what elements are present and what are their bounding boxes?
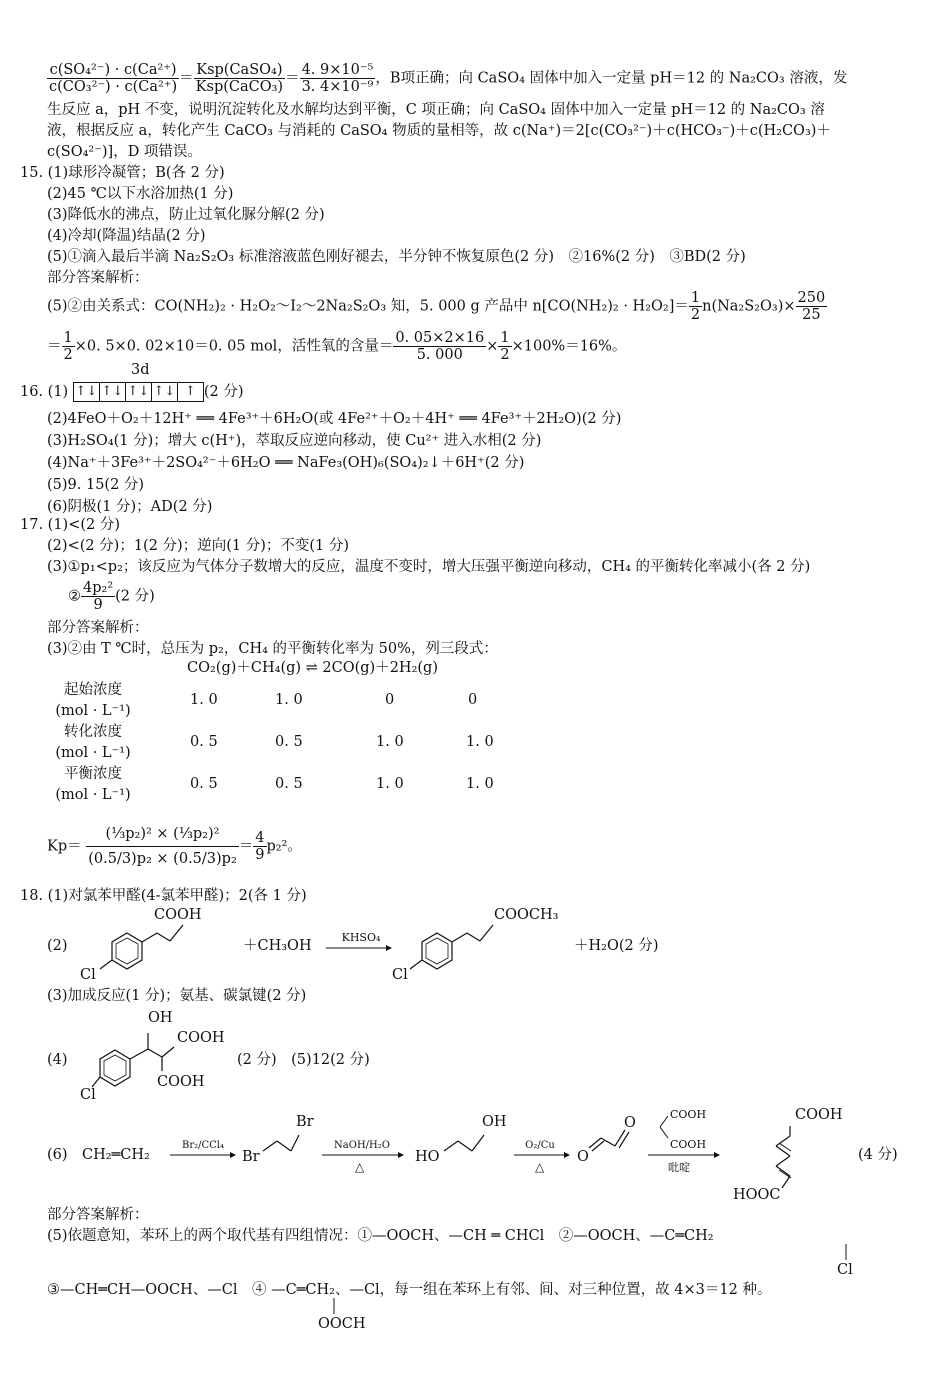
cell: 1. 0 — [376, 734, 404, 750]
q17-analysis-line: (3)②由 T ℃时，总压为 p₂，CH₄ 的平衡转化率为 50%，列三段式： — [47, 641, 498, 657]
oh-label: OH — [148, 1010, 173, 1026]
q18-line-3: (3)加成反应(1 分)；氨基、碳氯键(2 分) — [47, 988, 307, 1004]
q16-line-2: (2)4FeO＋O₂＋12H⁺ ══ 4Fe³⁺＋6H₂O(或 4Fe²⁺＋O₂＋4H⁺ ══ 4Fe³⁺＋2H₂O)(2 分) — [47, 411, 622, 427]
q18-part4-tail: (2 分) (5)12(2 分) — [237, 1052, 370, 1068]
q18-line-1: 18. (1)对氯苯甲醛(4-氯苯甲醛)；2(各 1 分) — [20, 888, 307, 904]
kp-expression: Kp＝ $\frac{\text{(⅓p₂)² × (⅓p₂)²}}{\text{(0.5/3)p₂ × (0.5/3)p₂}}$ ＝ $\frac{4}{9}$ p₂²。 — [47, 822, 302, 871]
q16-line-3: (3)H₂SO₄(1 分)；增大 c(H⁺)，萃取反应逆向移动，使 Cu²⁺ 进入水相(2 分) — [47, 433, 542, 449]
q14-line-1: $\frac{\text{c(SO₄²⁻) · c(Ca²⁺)}}{\text{c(CO₃²⁻) · c(Ca²⁺)}}$ ＝ $\frac{\text{Ksp(CaSO₄)}}{\text{Ksp(CaCO₃)}}$ ＝ $\frac{\text{4. 9×10⁻⁵}}{\text{3. 4×10⁻⁹}}$ ，B项正确；向 CaSO₄ 固体中加入一定量 pH＝12 的 Na₂CO₃ 溶液，发 — [49, 62, 848, 95]
methanol-reagent: ＋CH₃OH — [243, 938, 312, 954]
q16-line-4: (4)Na⁺＋3Fe³⁺＋2SO₄²⁻＋6H₂O ══ NaFe₃(OH)₆(SO₄)₂↓＋6H⁺(2 分) — [47, 455, 525, 471]
reaction-equation: CO₂(g)＋CH₄(g) ⇌ 2CO(g)＋2H₂(g) — [187, 660, 438, 676]
malonic-cooh-label: COOH — [670, 1108, 707, 1121]
ethylene: CH₂═CH₂ — [82, 1147, 150, 1163]
reaction-arrow — [326, 944, 392, 952]
heat-symbol: △ — [355, 1160, 365, 1174]
q14-line-2: 生反应 a，pH 不变，说明沉淀转化及水解均达到平衡，C 项正确；向 CaSO₄ 固体中加入一定量 pH＝12 的 Na₂CO₃ 溶 — [47, 102, 825, 118]
cell: 0. 5 — [275, 734, 303, 750]
row-label-change: 转化浓度 (mol · L⁻¹) — [55, 724, 131, 761]
cell: 0 — [468, 692, 478, 708]
q17-line-1: 17. (1)<(2 分) — [20, 517, 121, 533]
o-label: O — [624, 1115, 636, 1131]
q15-line-5: (5)①滴入最后半滴 Na₂S₂O₃ 标准溶液蓝色刚好褪去，半分钟不恢复原色(2 分) ②16%(2 分) ③BD(2 分) — [47, 249, 746, 265]
cl-label: Cl — [80, 1087, 96, 1103]
row-label-initial: 起始浓度 (mol · L⁻¹) — [55, 682, 131, 719]
oh-label: OH — [482, 1114, 507, 1130]
q15-analysis-heading: 部分答案解析： — [47, 270, 149, 286]
q18-analysis-heading: 部分答案解析： — [47, 1207, 149, 1223]
heat-symbol: △ — [535, 1160, 545, 1174]
q14-line-3: 液，根据反应 a，转化产生 CaCO₃ 与消耗的 CaSO₄ 物质的量相等，故 c(Na⁺)＝2[c(CO₃²⁻)＋c(HCO₃⁻)＋c(H₂CO₃)＋ — [47, 123, 831, 139]
orbital-label-3d: 3d — [131, 362, 150, 378]
cooch3-label: COOCH₃ — [494, 907, 559, 923]
cooh-label: COOH — [154, 907, 202, 923]
cooh-label: COOH — [177, 1030, 225, 1046]
q18-part6-label: (6) — [47, 1147, 68, 1163]
q18-analysis-line-2: ③—CH═CH—OOCH、—Cl ④ —C═CH₂、—Cl，每一组在苯环上有邻、间、对三种位置，故 4×3＝12 种。 — [47, 1282, 772, 1298]
q18-part4-label: (4) — [47, 1052, 68, 1068]
q15-line-4: (4)冷却(降温)结晶(2 分) — [47, 228, 206, 244]
row-label-equilibrium: 平衡浓度 (mol · L⁻¹) — [55, 766, 131, 803]
catalyst-label: KHSO₄ — [341, 931, 381, 944]
q16-line-1: 16. (1) ↑↓ ↑↓ ↑↓ ↑↓ ↑ (2 分) — [20, 384, 244, 400]
ksp-value-fraction: $\frac{\text{4. 9×10⁻⁵}}{\text{3. 4×10⁻⁹}}$ — [301, 62, 374, 95]
q16-line-5: (5)9. 15(2 分) — [47, 477, 145, 493]
q15-line-2: (2)45 ℃以下水浴加热(1 分) — [47, 186, 234, 202]
q18-part6-tail: (4 分) — [858, 1147, 898, 1163]
ksp-fraction: $\frac{\text{Ksp(CaSO₄)}}{\text{Ksp(CaCO₃)}}$ — [195, 62, 284, 95]
cell: 0. 5 — [190, 734, 218, 750]
ooch-label: OOCH — [318, 1316, 366, 1332]
cell: 0 — [385, 692, 395, 708]
q17-line-2: (2)<(2 分)；1(2 分)；逆向(1 分)；不变(1 分) — [47, 538, 350, 554]
pyridine-label: 吡啶 — [668, 1161, 690, 1174]
q17-line-4: ② $\frac{\text{4p₂²}}{9}$ (2 分) — [68, 580, 155, 613]
q18-part2-label: (2) — [47, 938, 68, 954]
condition-3: O₂/Cu — [525, 1140, 555, 1151]
ho-label: HO — [415, 1149, 440, 1165]
cell: 1. 0 — [466, 776, 494, 792]
orbital-diagram: ↑↓ ↑↓ ↑↓ ↑↓ ↑ — [73, 382, 204, 402]
cell: 0. 5 — [190, 776, 218, 792]
cooh-label: COOH — [795, 1107, 843, 1123]
cl-label: Cl — [392, 967, 408, 983]
condition-2: NaOH/H₂O — [334, 1140, 390, 1151]
cell: 1. 0 — [275, 692, 303, 708]
q16-line-6: (6)阴极(1 分)；AD(2 分) — [47, 499, 213, 515]
q18-part2-tail: ＋H₂O(2 分) — [574, 938, 659, 954]
q15-line-3: (3)降低水的沸点，防止过氧化脲分解(2 分) — [47, 207, 325, 223]
br-label: Br — [296, 1114, 314, 1130]
cell: 1. 0 — [376, 776, 404, 792]
cell: 1. 0 — [466, 734, 494, 750]
cell: 1. 0 — [190, 692, 218, 708]
q15-analysis-line-1: (5)②由关系式：CO(NH₂)₂ · H₂O₂～I₂～2Na₂S₂O₃ 知，5. 000 g 产品中 n[CO(NH₂)₂ · H₂O₂]＝ $\frac{1}{2}$ n(Na₂S₂O₃)× $\frac{250}{25}$ — [47, 290, 826, 323]
cl-label: Cl — [837, 1262, 853, 1278]
ratio-fraction: $\frac{\text{c(SO₄²⁻) · c(Ca²⁺)}}{\text{c(CO₃²⁻) · c(Ca²⁺)}}$ — [49, 62, 178, 95]
q17-line-3: (3)①p₁<p₂；该反应为气体分子数增大的反应，温度不变时，增大压强平衡逆向移动，CH₄ 的平衡转化率减小(各 2 分) — [47, 559, 811, 575]
methyl-ester-structure — [405, 903, 505, 983]
malonic-cooh-label: COOH — [670, 1138, 707, 1151]
cell: 0. 5 — [275, 776, 303, 792]
q15-line-1: 15. (1)球形冷凝管；B(各 2 分) — [20, 165, 225, 181]
hooc-label: HOOC — [733, 1187, 781, 1203]
reaction-arrow — [170, 1151, 236, 1159]
br-label: Br — [242, 1149, 260, 1165]
q15-analysis-line-2: ＝ $\frac{1}{2}$ ×0. 5×0. 02×10＝0. 05 mol，活性氧的含量＝ $\frac{0. 05\times 2\times 16}{5. 000}$ × $\frac{1}{2}$ ×100%＝16%。 — [47, 330, 627, 363]
cooh-label: COOH — [157, 1074, 205, 1090]
q18-analysis-line-1: (5)依题意知，苯环上的两个取代基有四组情况：①—OOCH、—CH ═ CHCl ②—OOCH、—C═CH₂ — [47, 1228, 714, 1244]
o-label: O — [577, 1149, 589, 1165]
hydroxy-diacid-structure — [90, 1025, 180, 1105]
condition-1: Br₂/CCl₄ — [181, 1140, 225, 1151]
q14-line-4: c(SO₄²⁻)]，D 项错误。 — [47, 144, 202, 160]
q17-analysis-heading: 部分答案解析： — [47, 620, 149, 636]
cl-label: Cl — [80, 967, 96, 983]
